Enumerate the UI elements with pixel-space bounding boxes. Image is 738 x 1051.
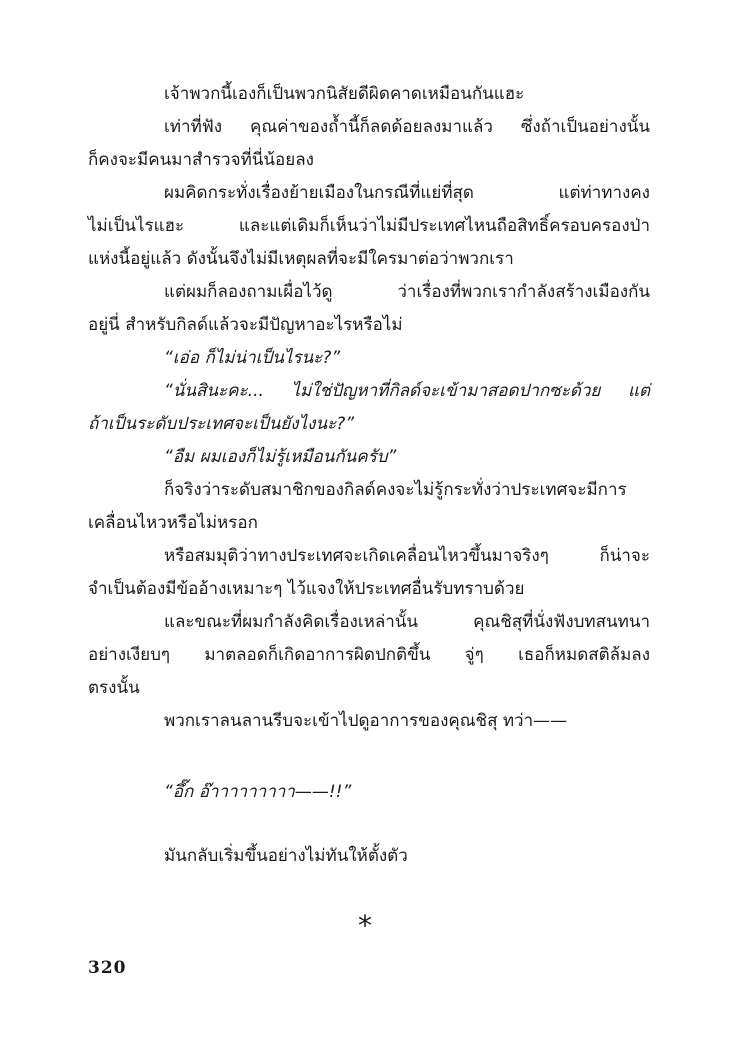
- paragraph-line: แต่ผมก็ลองถามเผื่อไว้ดู ว่าเรื่องที่พวกเรากำลังสร้างเมืองกัน: [164, 282, 650, 302]
- closing-text: [88, 840, 650, 873]
- paragraph-line: ก็คงจะมีคนมาสำรวจที่นี่น้อยลง: [88, 150, 314, 170]
- dialogue-line: “นั่นสินะคะ... ไม่ใช่ปัญหาที่กิลด์จะเข้ามาสอดปากซะด้วย แต่: [164, 381, 650, 401]
- paragraph-line: ไม่เป็นไรแฮะ และแต่เดิมก็เห็นว่าไม่มีประเทศไหนถือสิทธิ์ครอบครองป่า: [88, 216, 650, 236]
- paragraph-line: หรือสมมุติว่าทางประเทศจะเกิดเคลื่อนไหวขึ้นมาจริงๆ ก็น่าจะ: [164, 546, 650, 566]
- dialogue-line: “อึ๊ก อ๊าาาาาาาาา——!!”: [164, 782, 352, 802]
- paragraph-line: พวกเราลนลานรีบจะเข้าไปดูอาการของคุณชิสุ ทว่า——: [164, 711, 568, 731]
- paragraph-line: เท่าที่ฟัง คุณค่าของถ้ำนี้ก็ลดด้อยลงมาแล้ว ซึ่งถ้าเป็นอย่างนั้น: [164, 117, 650, 137]
- paragraph-line: อยู่นี่ สำหรับกิลด์แล้วจะมีปัญหาอะไรหรือไม่: [88, 315, 403, 335]
- paragraph-line: อย่างเงียบๆ มาตลอดก็เกิดอาการผิดปกติขึ้น จู่ๆ เธอก็หมดสติล้มลง: [88, 645, 650, 665]
- dialogue-block: [88, 776, 650, 809]
- page-number: 320: [88, 958, 127, 978]
- dialogue-line: “อืม ผมเองก็ไม่รู้เหมือนกันครับ”: [164, 447, 397, 467]
- scene-break: *: [358, 909, 372, 942]
- paragraph-line: จำเป็นต้องมีข้ออ้างเหมาะๆ ไว้แจงให้ประเทศอื่นรับทราบด้วย: [88, 579, 525, 599]
- dialogue-line: ถ้าเป็นระดับประเทศจะเป็นยังไงนะ?”: [88, 414, 355, 434]
- paragraph-line: ก็จริงว่าระดับสมาชิกของกิลด์คงจะไม่รู้กระทั่งว่าประเทศจะมีการ: [164, 480, 627, 500]
- paragraph-line: ผมคิดกระทั่งเรื่องย้ายเมืองในกรณีที่แย่ที่สุด แต่ท่าทางคง: [164, 183, 650, 203]
- dialogue-line: “เอ่อ ก็ไม่น่าเป็นไรนะ?”: [164, 348, 341, 368]
- paragraph-line: แห่งนี้อยู่แล้ว ดังนั้นจึงไม่มีเหตุผลที่จะมีใครมาต่อว่าพวกเรา: [88, 249, 514, 269]
- paragraph-line: เจ้าพวกนี้เองก็เป็นพวกนิสัยดีผิดคาดเหมือนกันแฮะ: [164, 84, 525, 104]
- paragraph-line: มันกลับเริ่มขึ้นอย่างไม่ทันให้ตั้งตัว: [164, 846, 408, 866]
- paragraph-line: เคลื่อนไหวหรือไม่หรอก: [88, 513, 258, 533]
- paragraph-line: และขณะที่ผมกำลังคิดเรื่องเหล่านั้น คุณชิสุที่นั่งฟังบทสนทนา: [164, 612, 650, 632]
- paragraph-line: ตรงนั้น: [88, 678, 140, 698]
- body-text: [88, 78, 650, 738]
